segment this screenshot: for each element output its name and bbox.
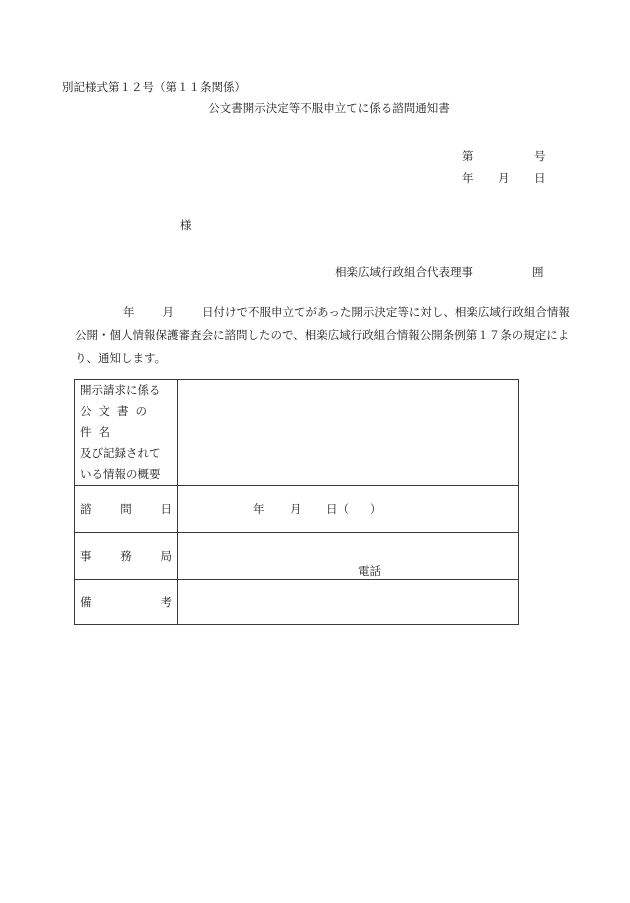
inquiry-year: 年 (253, 502, 265, 516)
remarks-value[interactable] (178, 580, 519, 625)
table-row-subject (75, 380, 519, 486)
remarks-label-char-1: 備 (80, 595, 92, 609)
remarks-label (75, 580, 178, 625)
office-label-char-3: 局 (160, 549, 172, 563)
date-month: 月 (498, 171, 510, 185)
table-row-inquiry-date (75, 486, 519, 533)
subject-value[interactable] (178, 380, 519, 486)
body-text: 日付けで不服申立てがあった開示決定等に対し、相楽広域行政組合情報公開・個人情報保護審査会に諮問したので、相楽広域行政組合情報公開条例第１７条の規定により、通知します。 (75, 305, 570, 365)
subject-label-line-2: 公文書の件名 (80, 404, 154, 439)
sender-name: 相楽広域行政組合代表理事 (335, 265, 473, 279)
date-day: 日 (534, 171, 546, 185)
inquiry-weekday-close: ） (370, 502, 382, 516)
number-suffix: 号 (534, 149, 546, 163)
inquiry-month: 月 (290, 502, 302, 516)
table-row-office (75, 533, 519, 580)
inquiry-date-label (75, 486, 178, 533)
inquiry-date-label-char-1: 諮 (80, 502, 92, 516)
body-paragraph (75, 301, 577, 370)
number-prefix: 第 (462, 149, 474, 163)
body-month: 月 (162, 305, 174, 319)
subject-label-line-4: いる情報の概要 (80, 467, 161, 481)
office-label (75, 533, 178, 580)
office-value[interactable] (178, 533, 519, 580)
inquiry-day: 日（ (326, 502, 349, 516)
subject-label-line-1: 開示請求に係る (80, 383, 161, 397)
subject-label-line-3: 及び記録されて (80, 446, 161, 460)
inquiry-date-label-char-2: 問 (120, 502, 132, 516)
subject-label (75, 380, 178, 486)
form-label: 別記様式第１２号（第１１条関係） (62, 80, 246, 94)
seal-mark: 囲 (532, 265, 544, 279)
table-row-remarks (75, 580, 519, 625)
office-label-char-1: 事 (80, 549, 92, 563)
body-year: 年 (123, 305, 135, 319)
office-label-char-2: 務 (120, 549, 132, 563)
document-title: 公文書開示決定等不服申立てに係る諮問通知書 (208, 101, 450, 115)
date-year: 年 (462, 171, 474, 185)
tel-label: 電話 (358, 564, 381, 578)
info-table (74, 379, 519, 625)
inquiry-date-value[interactable] (178, 486, 519, 533)
inquiry-date-label-char-3: 日 (160, 502, 172, 516)
remarks-label-char-2: 考 (160, 595, 172, 609)
recipient-suffix: 様 (180, 218, 192, 232)
